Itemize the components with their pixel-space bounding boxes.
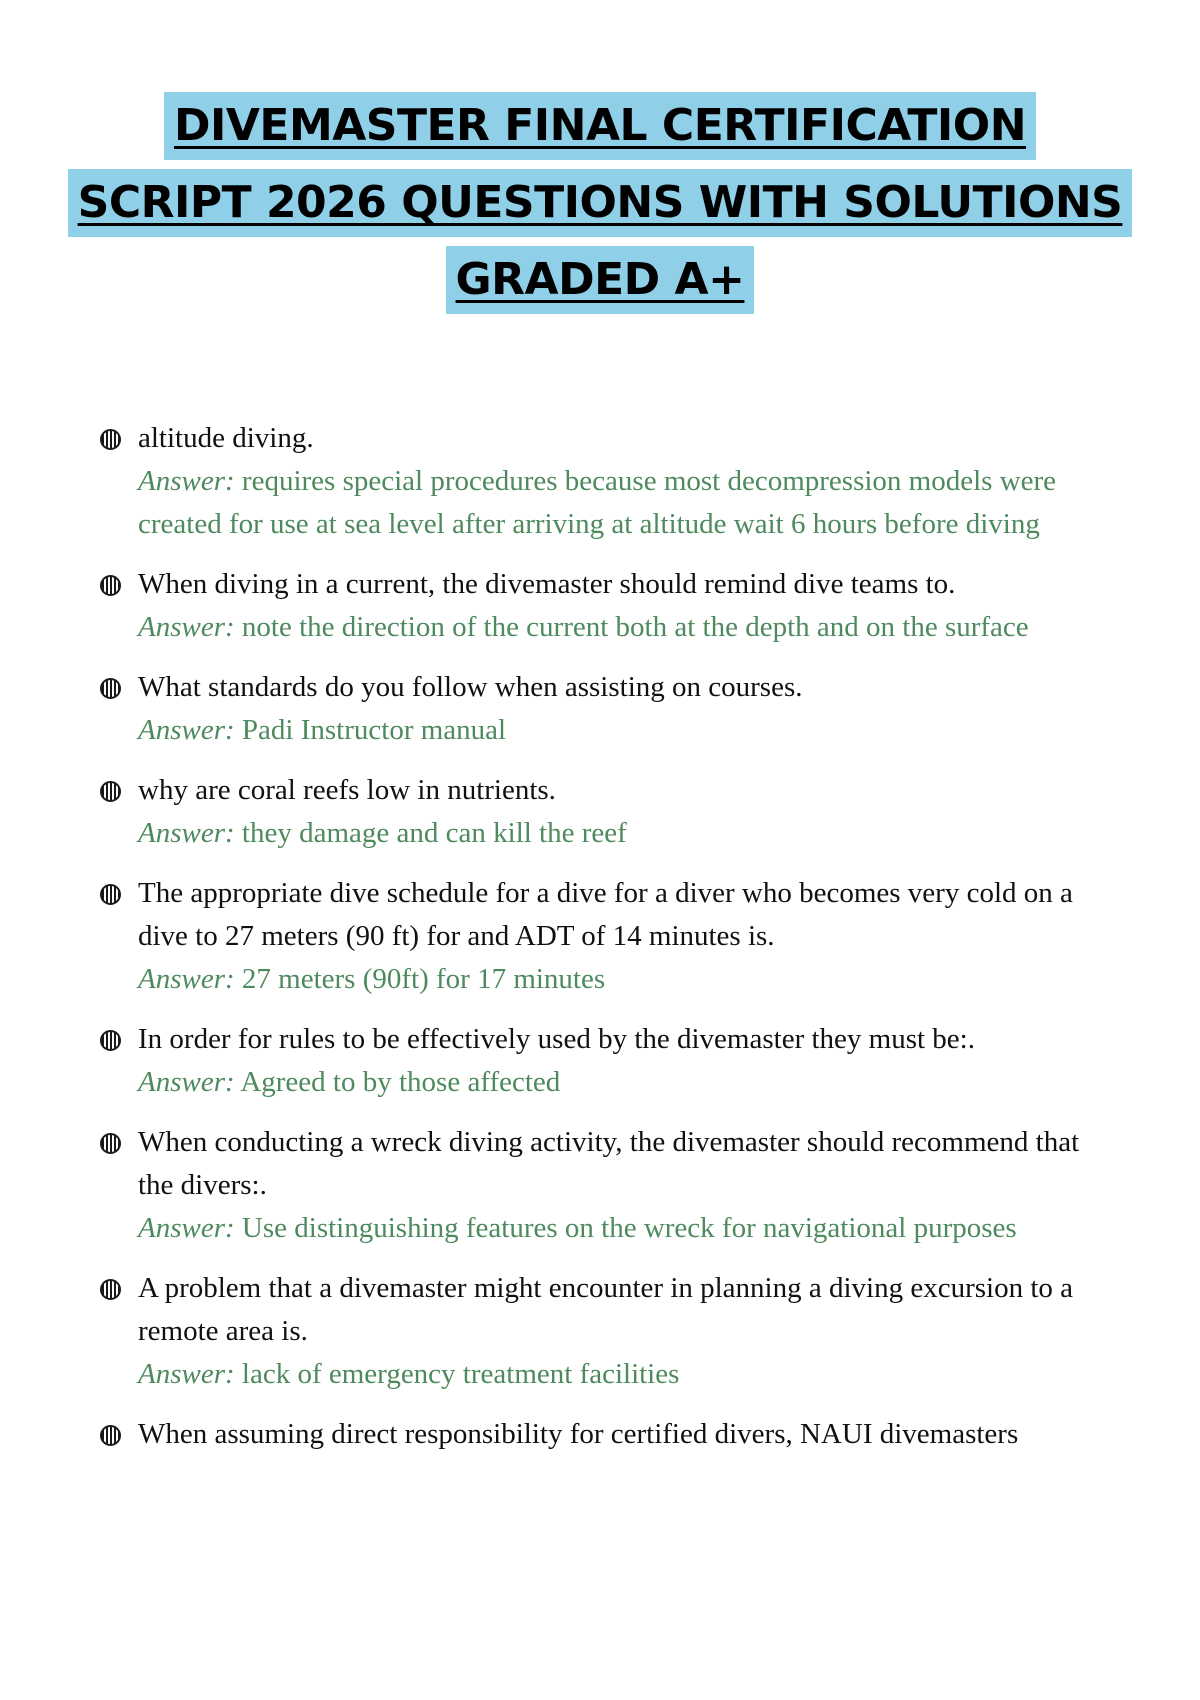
question-text: The appropriate dive schedule for a dive for a diver who becomes very cold on a dive to 27 meters (90 ft) for and ADT of 14 minutes is.	[138, 877, 1073, 952]
answer-text	[138, 606, 1110, 649]
answer-value: note the direction of the current both at the depth and on the surface	[241, 611, 1029, 643]
striped-circle-icon	[100, 1030, 121, 1051]
answer-label: Answer:	[138, 963, 235, 995]
qa-item	[100, 1267, 1110, 1396]
striped-circle-icon	[100, 781, 121, 802]
answer-text	[138, 958, 1110, 1001]
qa-item	[100, 1413, 1110, 1456]
qa-item	[100, 1018, 1110, 1104]
striped-circle-icon	[100, 678, 121, 699]
qa-item	[100, 666, 1110, 752]
qa-item	[100, 417, 1110, 546]
answer-label: Answer:	[138, 714, 235, 746]
document-title	[0, 92, 1200, 323]
striped-circle-icon	[100, 429, 121, 450]
answer-label: Answer:	[138, 465, 235, 497]
striped-circle-icon	[100, 1279, 121, 1300]
question-text: why are coral reefs low in nutrients.	[138, 774, 556, 806]
qa-item	[100, 1121, 1110, 1250]
answer-text	[138, 1207, 1110, 1250]
title-line-2: SCRIPT 2026 QUESTIONS WITH SOLUTIONS	[68, 169, 1133, 237]
question-text: When conducting a wreck diving activity, the divemaster should recommend that the divers:.	[138, 1126, 1080, 1201]
question-text: In order for rules to be effectively used by the divemaster they must be:.	[138, 1023, 975, 1055]
question-text: When assuming direct responsibility for certified divers, NAUI divemasters	[138, 1418, 1019, 1450]
striped-circle-icon	[100, 1133, 121, 1154]
answer-value: 27 meters (90ft) for 17 minutes	[241, 963, 606, 995]
qa-item	[100, 563, 1110, 649]
striped-circle-icon	[100, 1425, 121, 1446]
question-text: A problem that a divemaster might encounter in planning a diving excursion to a remote area is.	[138, 1272, 1074, 1347]
question-text: altitude diving.	[138, 422, 314, 454]
answer-text	[138, 460, 1110, 546]
answer-value: lack of emergency treatment facilities	[241, 1358, 680, 1390]
question-text: When diving in a current, the divemaster should remind dive teams to.	[138, 568, 956, 600]
answer-label: Answer:	[138, 1358, 235, 1390]
qa-item	[100, 769, 1110, 855]
striped-circle-icon	[100, 884, 121, 905]
answer-text	[138, 1061, 1110, 1104]
striped-circle-icon	[100, 575, 121, 596]
question-answer-list	[100, 417, 1110, 1473]
answer-text	[138, 709, 1110, 752]
answer-value: requires special procedures because most decompression models were created for use at sea level after arriving at altitude wait 6 hours before diving	[138, 465, 1057, 540]
answer-text	[138, 812, 1110, 855]
title-line-3: GRADED A+	[446, 246, 755, 314]
answer-value: Padi Instructor manual	[241, 714, 507, 746]
answer-label: Answer:	[138, 817, 235, 849]
answer-text	[138, 1353, 1110, 1396]
answer-value: Agreed to by those affected	[240, 1066, 561, 1098]
answer-value: they damage and can kill the reef	[241, 817, 627, 849]
answer-label: Answer:	[138, 1212, 235, 1244]
title-line-1: DIVEMASTER FINAL CERTIFICATION	[164, 92, 1036, 160]
question-text: What standards do you follow when assisting on courses.	[138, 671, 803, 703]
answer-value: Use distinguishing features on the wreck for navigational purposes	[241, 1212, 1017, 1244]
answer-label: Answer:	[138, 1066, 235, 1098]
answer-label: Answer:	[138, 611, 235, 643]
qa-item	[100, 872, 1110, 1001]
